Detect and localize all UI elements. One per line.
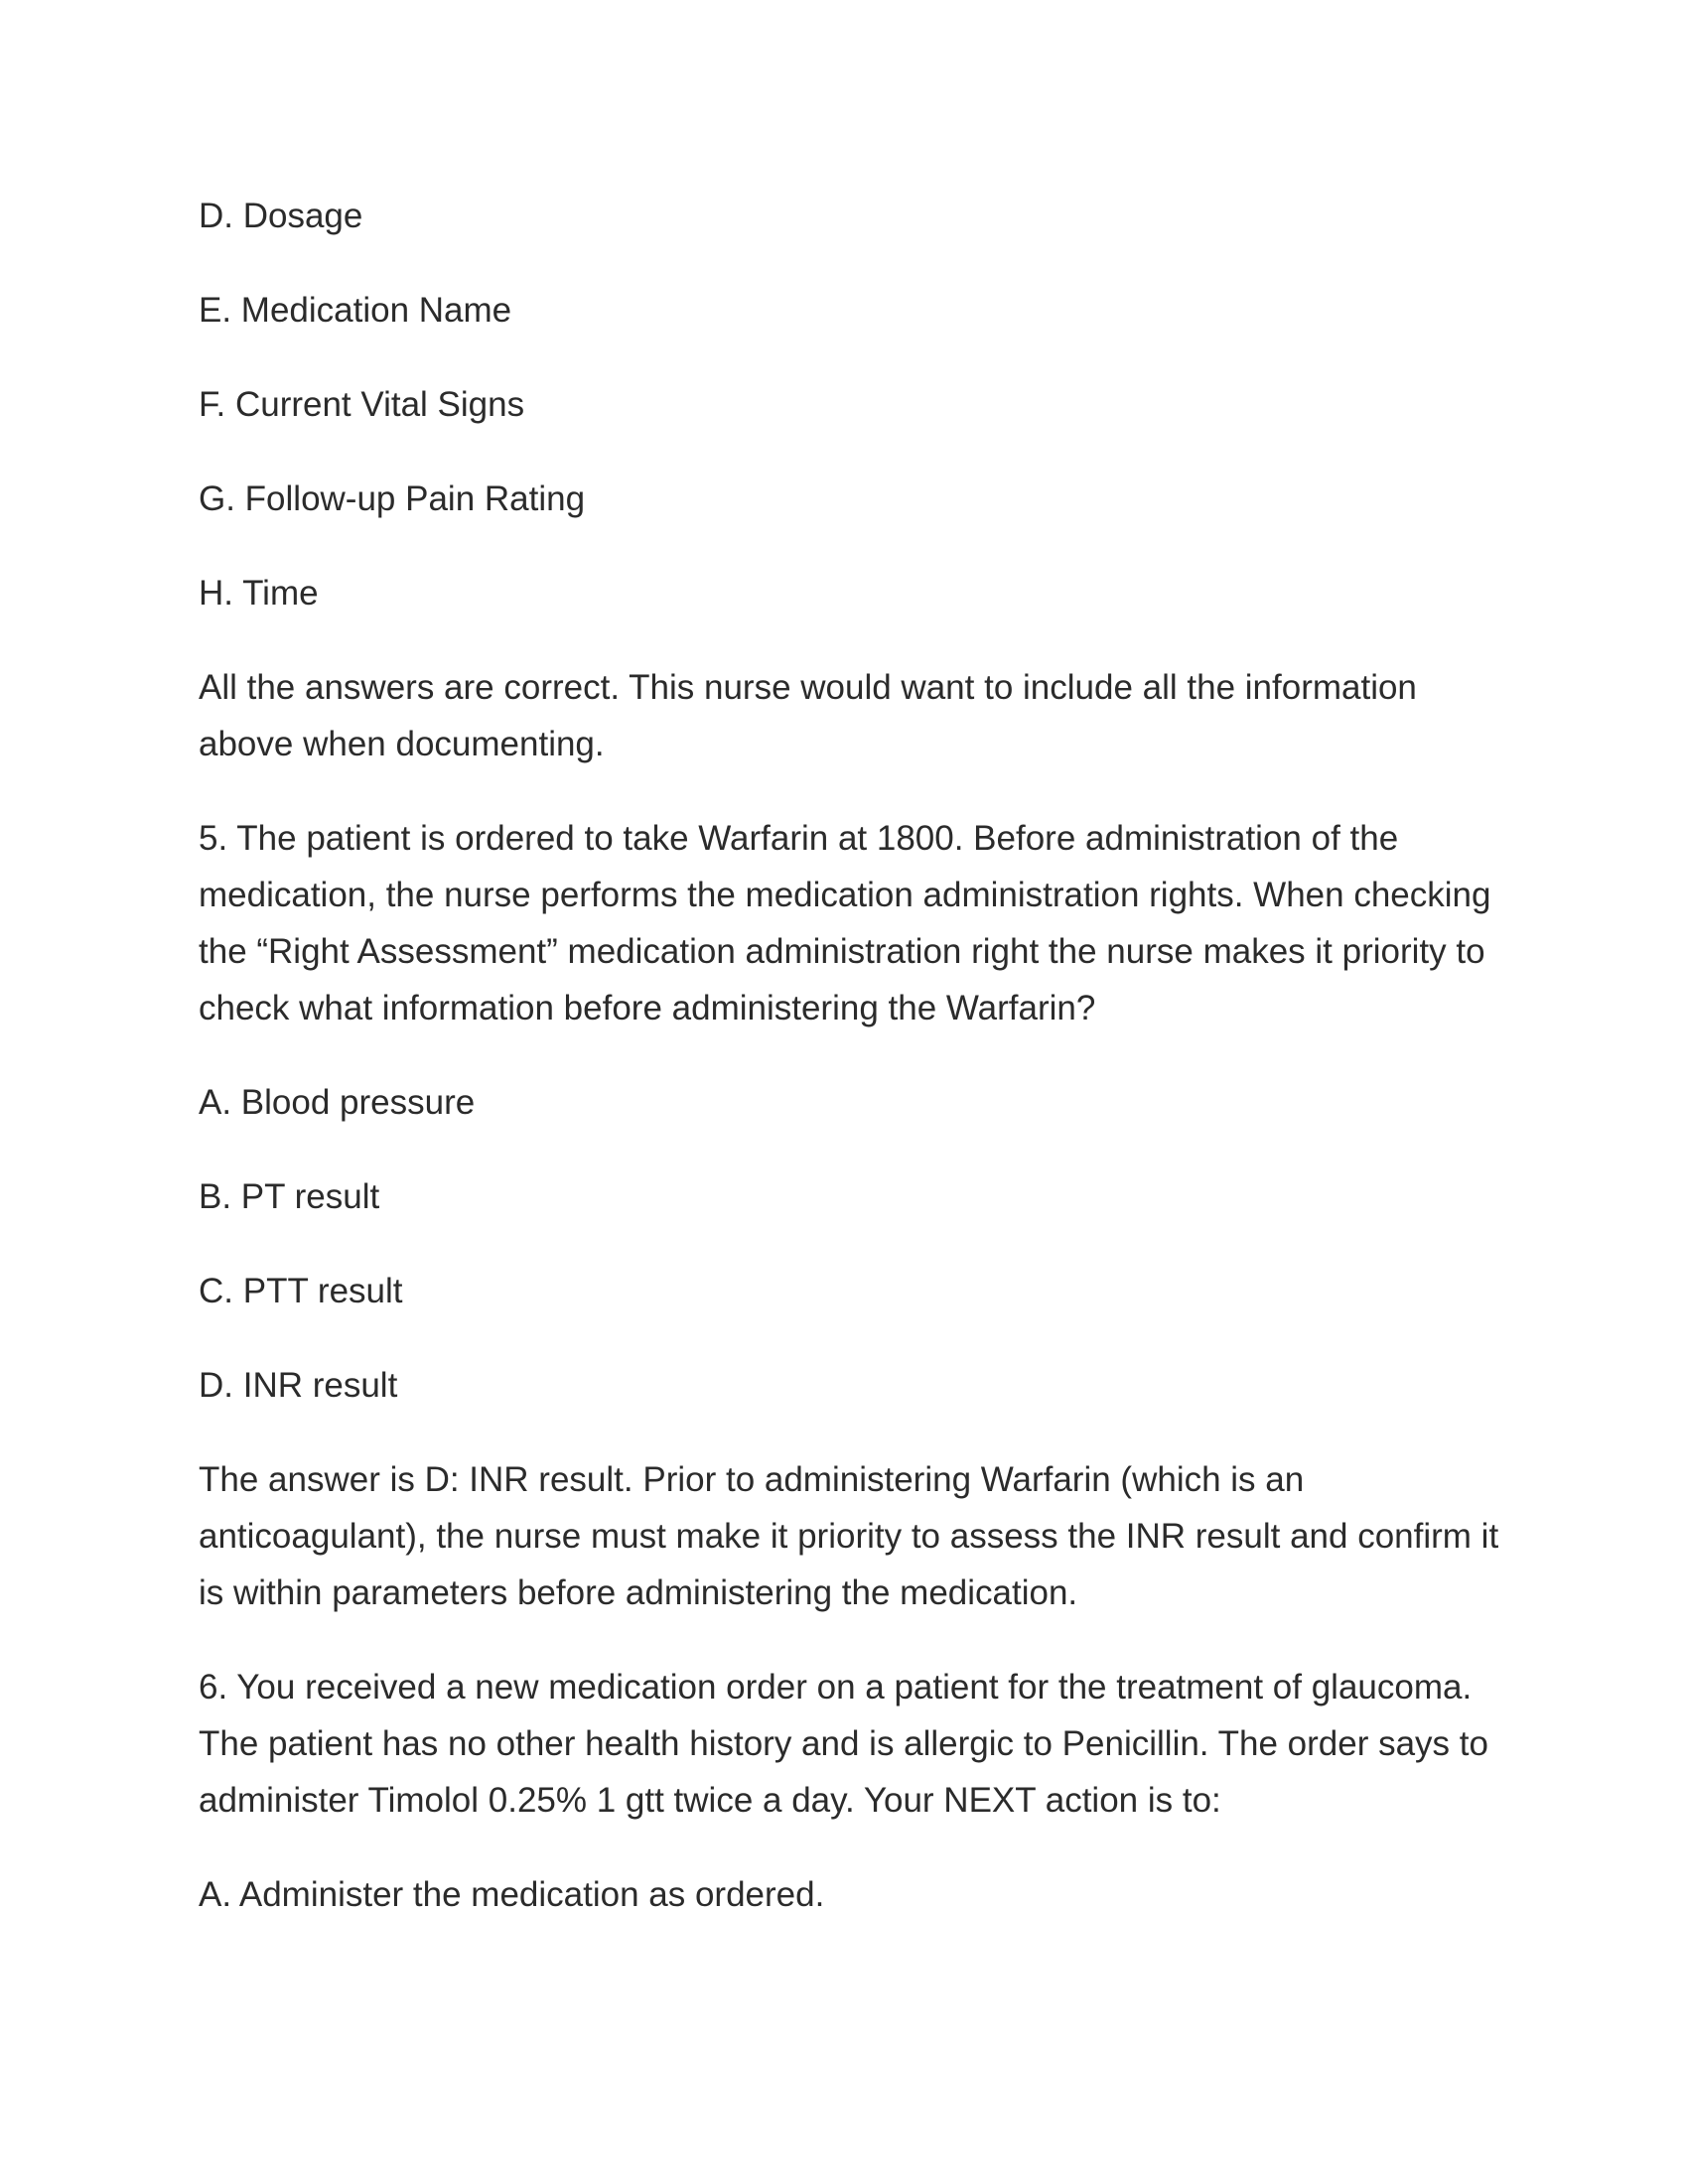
answer-explanation-5: The answer is D: INR result. Prior to administering Warfarin (which is an anticoagulant), the nurse must make it priority to assess the INR result and confirm it is within parameters before administering the medication.: [199, 1460, 1499, 1612]
option-g-follow-up-pain-rating: G. Follow-up Pain Rating: [199, 479, 586, 518]
question-5: 5. The patient is ordered to take Warfarin at 1800. Before administration of the medication, the nurse performs the medication administration rights. When checking the “Right Assessment” medication administration right the nurse makes it priority to check what information before administering the Warfarin?: [199, 819, 1491, 1027]
answer-explanation-4: All the answers are correct. This nurse would want to include all the information above when documenting.: [199, 668, 1417, 763]
option-f-current-vital-signs: F. Current Vital Signs: [199, 385, 525, 424]
option-e-medication-name: E. Medication Name: [199, 291, 512, 330]
question-5-option-c: C. PTT result: [199, 1272, 403, 1310]
option-d-dosage: D. Dosage: [199, 197, 363, 235]
question-6: 6. You received a new medication order on a patient for the treatment of glaucoma. The patient has no other health history and is allergic to Penicillin. The order says to administer Timolol 0.25% 1 gtt twice a day. Your NEXT action is to:: [199, 1668, 1488, 1820]
question-5-option-d: D. INR result: [199, 1366, 398, 1405]
question-5-option-b: B. PT result: [199, 1177, 380, 1216]
option-h-time: H. Time: [199, 574, 319, 613]
question-5-option-a: A. Blood pressure: [199, 1083, 476, 1122]
question-6-option-a: A. Administer the medication as ordered.: [199, 1875, 825, 1914]
document-body: [199, 188, 1499, 1961]
